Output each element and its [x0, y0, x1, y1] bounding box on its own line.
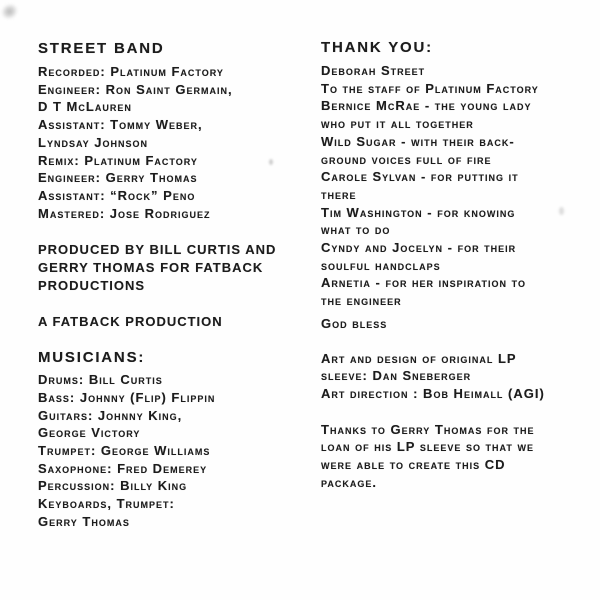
- thank-you-line: Deborah Street: [321, 63, 426, 78]
- thank-you-line: Arnetia - for her inspiration to: [321, 275, 526, 291]
- produced-line: PRODUCED BY BILL CURTIS AND: [38, 242, 277, 258]
- art-credit-line: Art direction : Bob Heimall (AGI): [321, 385, 545, 401]
- credit-line: D T McLauren: [38, 99, 132, 115]
- musician-line: Keyboards, Trumpet:: [38, 496, 175, 512]
- musician-line: Percussion: Billy King: [38, 478, 188, 494]
- thank-you-line: soulful handclaps: [321, 257, 441, 273]
- credit-line: Assistant: “Rock” Peno: [38, 187, 196, 203]
- musicians-heading: MUSICIANS:: [38, 349, 146, 367]
- musician-line: Drums: Bill Curtis: [38, 372, 163, 388]
- sleeve-note-line: were able to create this CD: [321, 457, 506, 473]
- thank-you-title: THANK YOU:: [321, 39, 433, 56]
- sleeve-note-line: package.: [321, 474, 377, 490]
- thank-you-line: Wild Sugar - with their back-: [321, 133, 515, 149]
- musician-line: Trumpet: George Williams: [38, 442, 211, 458]
- thank-you-column: [321, 0, 586, 491]
- credit-line: Lyndsay Johnson: [38, 134, 148, 150]
- thank-you-line: Carole Sylvan - for putting it: [321, 169, 519, 185]
- produced-by-block: [38, 241, 306, 294]
- thank-you-line: what to do: [321, 222, 391, 238]
- scan-artifact: [0, 2, 19, 21]
- god-bless: God bless: [321, 315, 388, 331]
- musician-line: George Victory: [38, 425, 141, 441]
- sleeve-note-block: [321, 421, 586, 492]
- thank-you-line: Bernice McRae - the young lady: [321, 98, 532, 114]
- credit-line: Engineer: Ron Saint Germain,: [38, 81, 233, 97]
- produced-line: PRODUCTIONS: [38, 277, 146, 293]
- produced-line: GERRY THOMAS FOR FATBACK: [38, 260, 264, 276]
- thank-you-line: the engineer: [321, 293, 402, 309]
- thank-you-line: there: [321, 186, 357, 202]
- credit-line: Assistant: Tommy Weber,: [38, 117, 203, 133]
- thank-you-line: Tim Washington - for knowing: [321, 204, 516, 220]
- musician-line: Gerry Thomas: [38, 513, 130, 529]
- thank-you-line: Cyndy and Jocelyn - for their: [321, 240, 517, 256]
- musicians-list: [38, 371, 306, 530]
- street-band-title: STREET BAND: [38, 40, 165, 57]
- thank-you-line: ground voices full of fire: [321, 151, 492, 167]
- sleeve-note-line: loan of his LP sleeve so that we: [321, 439, 534, 455]
- credit-line: Remix: Platinum Factory: [38, 152, 198, 168]
- thank-you-line: To the staff of Platinum Factory: [321, 80, 539, 96]
- credit-line: Mastered: Jose Rodriguez: [38, 205, 211, 221]
- musician-line: Guitars: Johnny King,: [38, 407, 183, 423]
- credit-line: Engineer: Gerry Thomas: [38, 170, 198, 186]
- sleeve-note-line: Thanks to Gerry Thomas for the: [321, 421, 535, 437]
- credit-line: Recorded: Platinum Factory: [38, 64, 224, 79]
- musician-line: Saxophone: Fred Demerey: [38, 460, 208, 476]
- recording-credits: [38, 63, 306, 222]
- art-credit-line: sleeve: Dan Sneberger: [321, 368, 472, 384]
- thank-you-list: [321, 62, 586, 310]
- art-credits-block: [321, 350, 586, 403]
- musician-line: Bass: Johnny (Flip) Flippin: [38, 389, 216, 405]
- credits-column: [38, 0, 306, 530]
- thank-you-line: who put it all together: [321, 116, 474, 132]
- production-note: A FATBACK PRODUCTION: [38, 314, 223, 330]
- art-credit-line: Art and design of original LP: [321, 350, 517, 366]
